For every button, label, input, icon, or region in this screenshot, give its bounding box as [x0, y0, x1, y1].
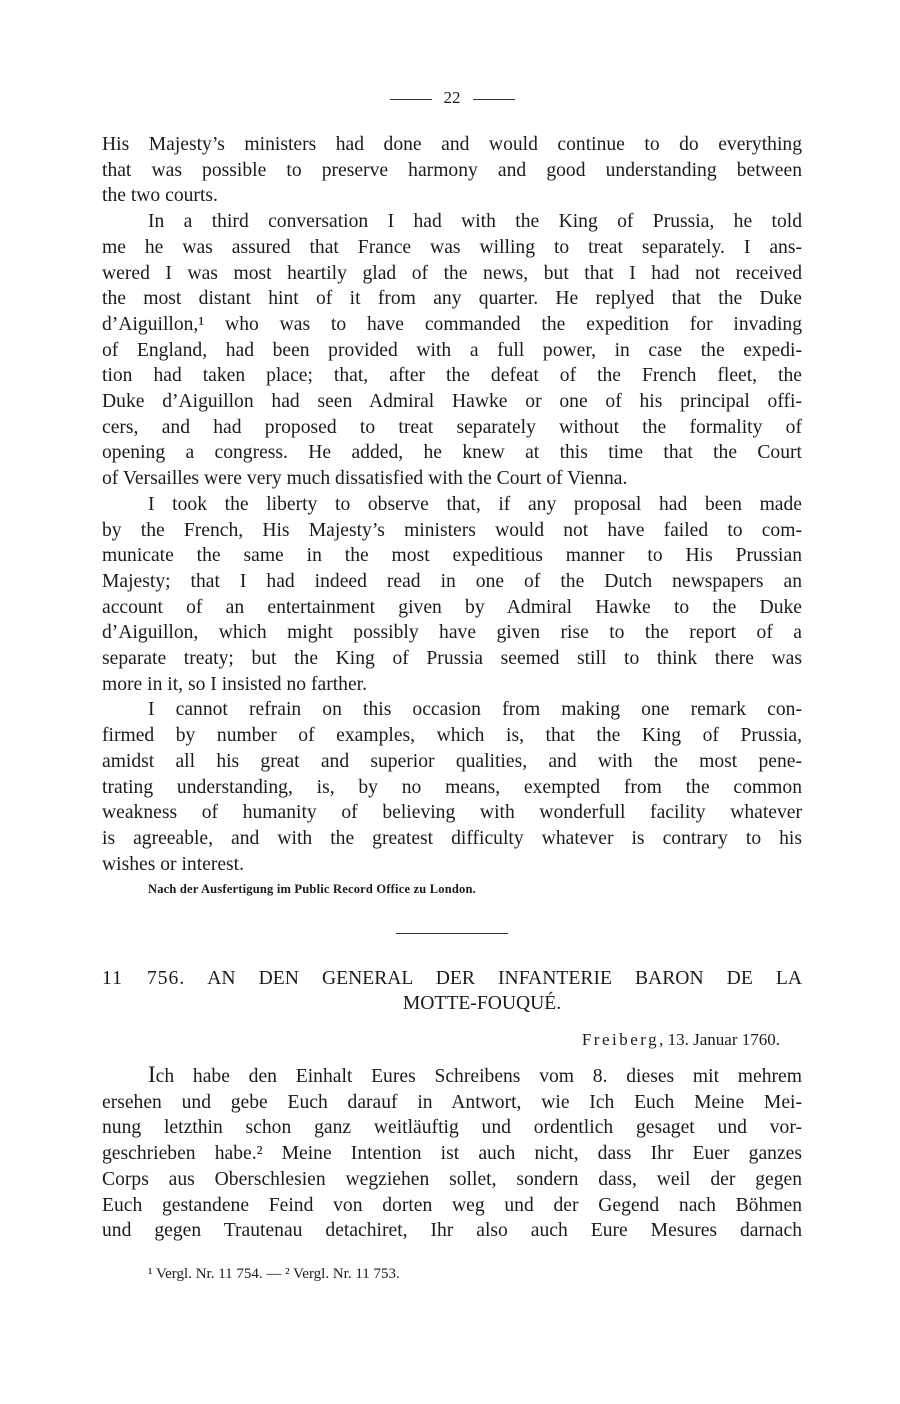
text-line: I cannot refrain on this occasion from making one remark con-	[148, 699, 802, 721]
addressee-line-1: AN DEN GENERAL DER INFANTERIE BARON DE LA	[207, 968, 802, 989]
text-line: by the French, His Majesty’s ministers would not have failed to com-	[102, 519, 802, 541]
text-line: His Majesty’s ministers had done and would continue to do everything	[102, 134, 802, 155]
text-line: me he was assured that France was willing to treat separately. I ans-	[102, 236, 802, 258]
section-divider	[396, 933, 508, 934]
text-line: separate treaty; but the King of Prussia seemed still to think there was	[102, 648, 802, 670]
heading-line-1	[102, 966, 802, 991]
text-line: the two courts.	[102, 185, 218, 207]
header-dash-left	[390, 99, 432, 100]
text-line: d’Aiguillon,¹ who was to have commanded the expedition for invading	[102, 313, 802, 335]
text-line: of England, had been provided with a full power, in case the expedi-	[102, 339, 802, 361]
footnotes: ¹ Vergl. Nr. 11 754. — ² Vergl. Nr. 11 753.	[148, 1266, 400, 1282]
text-line	[102, 1062, 802, 1090]
text-line: nung letzthin schon ganz weitläuftig und ordentlich gesaget und vor-	[102, 1117, 802, 1139]
text-line: more in it, so I insisted no farther.	[102, 673, 368, 695]
text-line: municate the same in the most expeditious manner to His Prussian	[102, 545, 802, 567]
text-line: is agreeable, and with the greatest difficulty whatever is contrary to his	[102, 827, 802, 849]
text-line: tion had taken place; that, after the defeat of the French fleet, the	[102, 365, 802, 387]
text-line: Majesty; that I had indeed read in one of the Dutch newspapers an	[102, 570, 802, 592]
letter1-paragraph-3	[102, 492, 802, 698]
text-line: opening a congress. He added, he knew at this time that the Court	[102, 442, 802, 464]
text-line: I took the liberty to observe that, if any proposal had been made	[148, 493, 802, 515]
text-line: that was possible to preserve harmony and good understanding between	[102, 159, 802, 181]
page-number: 22	[443, 88, 461, 107]
letter-number: 11 756.	[102, 968, 186, 989]
dateline-place: Freiberg	[581, 1030, 660, 1049]
text-line: geschrieben habe.² Meine Intention ist auch nicht, dass Ihr Euer ganzes	[102, 1143, 802, 1165]
text-line: account of an entertainment given by Admiral Hawke to the Duke	[102, 596, 802, 618]
text-line: trating understanding, is, by no means, exempted from the common	[102, 776, 802, 798]
header-dash-right	[473, 99, 515, 100]
letter1-paragraph-2	[102, 209, 802, 492]
text-line: und gegen Trautenau detachiret, Ihr also auch Eure Mesures darnach	[102, 1220, 802, 1242]
letter1-body	[102, 132, 802, 877]
dateline-date: , 13. Januar 1760.	[659, 1030, 780, 1049]
text-line: wishes or interest.	[102, 853, 245, 875]
text-line: amidst all his great and superior qualities, and with the most pene-	[102, 750, 802, 772]
letter1-paragraph-4	[102, 697, 802, 877]
text-line: Corps aus Oberschlesien wegziehen sollet, sondern dass, weil der gegen	[102, 1168, 802, 1190]
addressee-line-2: MOTTE-FOUQUÉ.	[402, 993, 562, 1014]
source-note: Nach der Ausfertigung im Public Record Office zu London.	[148, 882, 476, 896]
text-line: of Versailles were very much dissatisfied with the Court of Vienna.	[102, 468, 628, 490]
text-line: Duke d’Aiguillon had seen Admiral Hawke or one of his principal offi-	[102, 391, 802, 413]
text-line: In a third conversation I had with the King of Prussia, he told	[148, 211, 802, 233]
text-line: cers, and had proposed to treat separately without the formality of	[102, 416, 802, 438]
letter1-paragraph-1	[102, 132, 802, 209]
text-line: Euch gestandene Feind von dorten weg und der Gegend nach Böhmen	[102, 1194, 802, 1216]
text-line: wered I was most heartily glad of the news, but that I had not received	[102, 262, 802, 284]
dateline	[582, 1030, 780, 1050]
first-line-text: ch habe den Einhalt Eures Schreibens vom 8. dieses mit mehrem	[155, 1066, 802, 1087]
letter2-body	[102, 1062, 802, 1244]
text-line: the most distant hint of it from any quarter. He replyed that the Duke	[102, 288, 802, 310]
text-line: firmed by number of examples, which is, that the King of Prussia,	[102, 725, 802, 747]
text-line: d’Aiguillon, which might possibly have given rise to the report of a	[102, 622, 802, 644]
initial-letter: I	[148, 1062, 156, 1087]
letter2-heading	[102, 966, 802, 1016]
page-number-header	[102, 88, 802, 108]
text-line: weakness of humanity of believing with wonderfull facility whatever	[102, 802, 802, 824]
text-line: ersehen und gebe Euch darauf in Antwort, wie Ich Euch Meine Mei-	[102, 1091, 802, 1113]
